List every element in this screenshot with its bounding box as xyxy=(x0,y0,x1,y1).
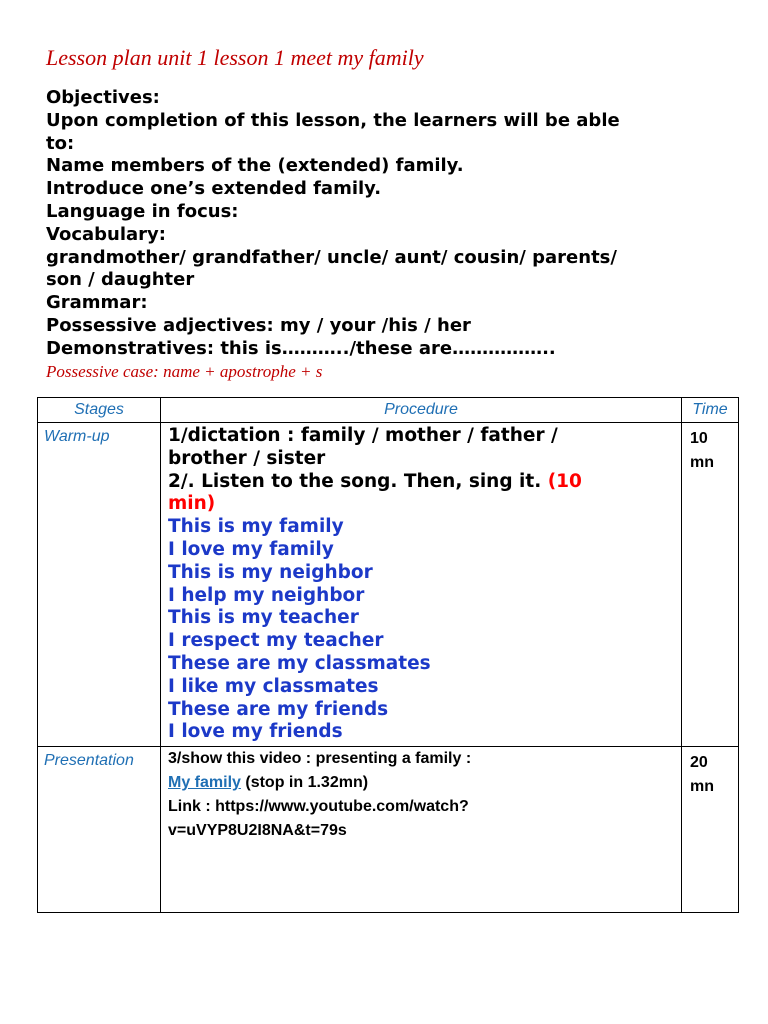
dictation-line: 1/dictation : family / mother / father / xyxy=(168,425,558,446)
grammar-heading: Grammar: xyxy=(46,292,148,314)
procedure-presentation xyxy=(161,747,682,913)
url-line-cont: v=uVYP8U2I8NA&t=79s xyxy=(168,822,347,840)
song-instruction: 2/. Listen to the song. Then, sing it. (10 xyxy=(168,470,582,492)
vocabulary-list: grandmother/ grandfather/ uncle/ aunt/ cousin/ parents/ xyxy=(46,246,617,268)
header-procedure: Procedure xyxy=(161,398,682,423)
my-family-link[interactable]: My family xyxy=(168,774,241,792)
video-link-line: My family (stop in 1.32mn) xyxy=(168,774,369,792)
objectives-section xyxy=(46,87,746,361)
table-row xyxy=(38,423,739,747)
time-presentation: 20 mn xyxy=(682,747,739,913)
song-line: I help my neighbor xyxy=(168,584,365,606)
url-line: Link : https://www.youtube.com/watch? xyxy=(168,798,469,816)
grammar-demonstratives: Demonstratives: this is………../these are…………….. xyxy=(46,337,556,359)
dictation-line-cont: brother / sister xyxy=(168,447,326,469)
objective-bullet: Introduce one’s extended family. xyxy=(46,178,382,200)
video-instruction: 3/show this video : presenting a family : xyxy=(168,750,472,768)
song-time: (10 xyxy=(547,470,582,492)
song-line: I love my friends xyxy=(168,721,343,743)
possessive-case-note: Possessive case: name + apostrophe + s xyxy=(46,362,323,381)
song-line: This is my teacher xyxy=(168,607,359,629)
song-line: These are my friends xyxy=(168,698,389,720)
objectives-heading: Objectives: xyxy=(46,87,160,108)
procedure-warmup xyxy=(161,423,682,747)
song-line: These are my classmates xyxy=(168,652,431,674)
vocabulary-list-cont: son / daughter xyxy=(46,269,195,291)
stage-presentation: Presentation xyxy=(38,747,161,913)
header-time: Time xyxy=(682,398,739,423)
table-row xyxy=(38,747,739,913)
time-warmup: 10 mn xyxy=(682,423,739,747)
song-line: This is my family xyxy=(168,516,344,538)
objectives-intro-cont: to: xyxy=(46,132,75,154)
song-line: I like my classmates xyxy=(168,675,379,697)
objective-bullet: Name members of the (extended) family. xyxy=(46,155,464,177)
header-stages: Stages xyxy=(38,398,161,423)
stage-warmup: Warm-up xyxy=(38,423,161,747)
vocabulary-heading: Vocabulary: xyxy=(46,223,166,245)
objectives-intro: Upon completion of this lesson, the learners will be able xyxy=(46,109,620,131)
song-line: This is my neighbor xyxy=(168,561,373,583)
page-title: Lesson plan unit 1 lesson 1 meet my family xyxy=(46,45,424,70)
table-header-row xyxy=(38,398,739,423)
lesson-table xyxy=(37,397,739,913)
language-focus-heading: Language in focus: xyxy=(46,200,239,222)
song-line: I love my family xyxy=(168,538,334,560)
grammar-possessive: Possessive adjectives: my / your /his / her xyxy=(46,314,471,336)
song-line: I respect my teacher xyxy=(168,630,384,652)
song-time-cont: min) xyxy=(168,493,216,515)
